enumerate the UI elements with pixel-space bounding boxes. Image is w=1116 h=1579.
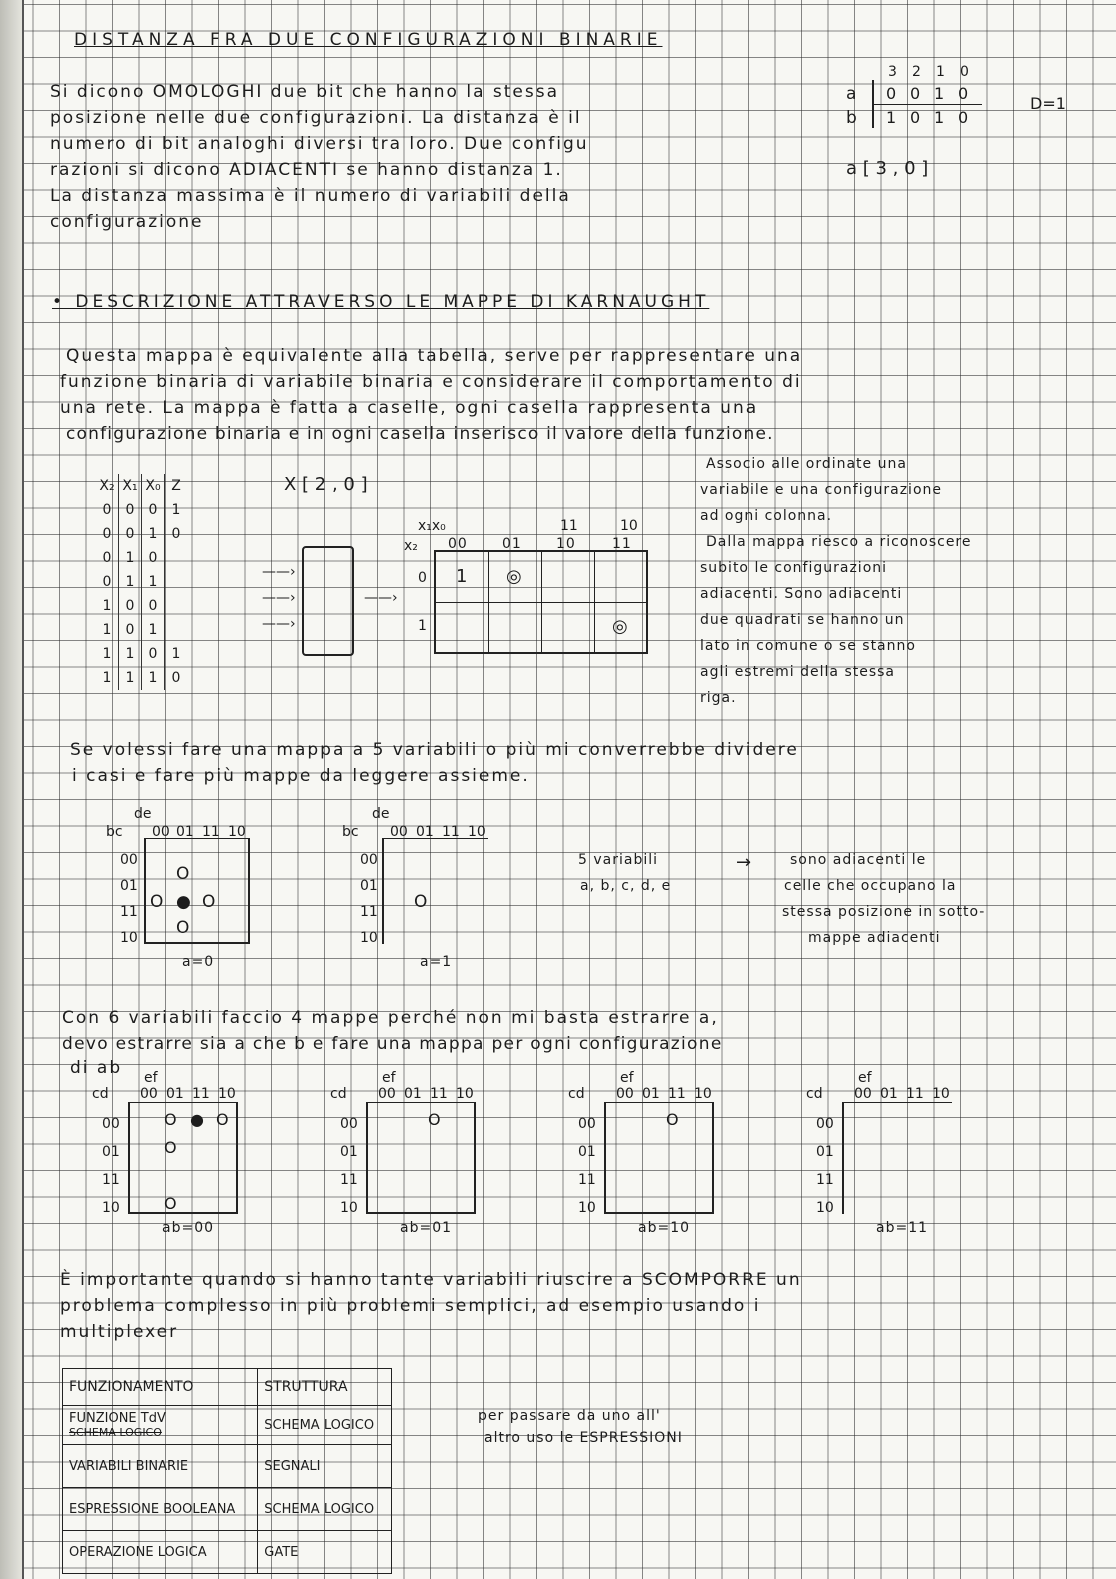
kmap3-corner-left: x₂ — [404, 538, 418, 554]
kmap-row-label: 10 — [102, 1200, 120, 1216]
bit-b: 1 — [934, 108, 945, 127]
truth-cell: 1 — [171, 646, 181, 662]
kmap-cell: O — [176, 864, 190, 884]
kmap-col-label: 01 — [404, 1086, 422, 1102]
kmap-grid — [144, 838, 250, 944]
truth-cell: 1 — [171, 502, 181, 518]
truth-header-cell: X₂ — [96, 474, 119, 498]
kmap-row-label: 01 — [102, 1144, 120, 1160]
kmap3-cell: ◎ — [612, 616, 628, 637]
kmap-col-label: 10 — [468, 824, 486, 840]
relation-note: altro uso le ESPRESSIONI — [484, 1430, 683, 1446]
kmap-col-label: 01 — [166, 1086, 184, 1102]
kmap-corner-left: cd — [806, 1086, 823, 1102]
truth-row — [96, 498, 187, 522]
kmap-corner-top: ef — [382, 1070, 396, 1086]
truth-row — [96, 618, 187, 642]
kmap-row-label: 00 — [360, 852, 378, 868]
truth-cell: 0 — [96, 546, 119, 570]
intro-line: posizione nelle due configurazioni. La distanza è il — [50, 108, 582, 128]
kmap-col-label: 00 — [854, 1086, 872, 1102]
kmap-cell: O — [202, 892, 216, 912]
side-note-line: riga. — [700, 690, 737, 706]
distance-label: D=1 — [1030, 94, 1066, 113]
five-note-left: 5 variabili — [578, 852, 659, 868]
truth-cell: 1 — [142, 666, 165, 690]
kmap-corner-top: de — [134, 806, 152, 822]
kmap-row-label: 11 — [360, 904, 378, 920]
truth-table-header — [96, 474, 187, 498]
truth-row — [96, 570, 187, 594]
kmap-col-label: 11 — [668, 1086, 686, 1102]
bit-b: 0 — [958, 108, 969, 127]
truth-cell: 0 — [96, 570, 119, 594]
kmap-col-label: 10 — [694, 1086, 712, 1102]
truth-cell: 0 — [171, 670, 181, 686]
kmap-corner-top: ef — [620, 1070, 634, 1086]
truth-cell: 0 — [142, 498, 165, 522]
truth-row — [96, 522, 187, 546]
kmap-corner-left: bc — [106, 824, 123, 840]
section-title: • DESCRIZIONE ATTRAVERSO LE MAPPE DI KARNAUGHT — [52, 292, 710, 312]
intro-line: La distanza massima è il numero di variabili della — [50, 186, 571, 206]
kmap-corner-top: ef — [144, 1070, 158, 1086]
input-arrow: ——› — [262, 616, 296, 632]
kmap-col-label: 11 — [430, 1086, 448, 1102]
kmap-corner-left: cd — [568, 1086, 585, 1102]
kmap3-col-extra: 11 — [560, 518, 578, 534]
section-line: configurazione binaria e in ogni casella inserisco il valore della funzione. — [66, 424, 774, 444]
six-var-line: di ab — [70, 1058, 123, 1078]
vector-label: X [ 2 , 0 ] — [284, 474, 368, 495]
kmap-row-label: 01 — [360, 878, 378, 894]
relation-header: FUNZIONAMENTO — [63, 1369, 258, 1406]
kmap-col-label: 00 — [616, 1086, 634, 1102]
kmap-row-label: 10 — [340, 1200, 358, 1216]
section-line: funzione binaria di variabile binaria e considerare il comportamento di — [60, 372, 802, 392]
kmap-cell: O — [216, 1110, 229, 1129]
kmap-cell: O — [164, 1138, 177, 1157]
kmap-row-label: 01 — [120, 878, 138, 894]
relation-table — [62, 1368, 392, 1574]
truth-header-cell: X₀ — [142, 474, 165, 498]
kmap-col-label: 10 — [228, 824, 246, 840]
kmap3-cell: 1 — [456, 566, 468, 587]
truth-cell: 1 — [96, 666, 119, 690]
kmap-row-label: 00 — [816, 1116, 834, 1132]
relation-cell: SCHEMA LOGICO — [258, 1406, 392, 1445]
relation-cell: OPERAZIONE LOGICA — [63, 1531, 258, 1574]
relation-cell: ESPRESSIONE BOOLEANA — [63, 1488, 258, 1531]
truth-cell — [165, 546, 188, 570]
input-arrow: ——› — [262, 590, 296, 606]
truth-cell: 0 — [96, 522, 119, 546]
truth-cell — [165, 570, 188, 594]
kmap-grid — [382, 838, 488, 944]
truth-header-cell: Z — [171, 478, 181, 494]
side-note-line: Dalla mappa riesco a riconoscere — [706, 534, 972, 550]
kmap-corner-left: cd — [330, 1086, 347, 1102]
kmap-caption: ab=00 — [162, 1220, 215, 1236]
kmap-cell: O — [164, 1110, 177, 1129]
side-note-line: variabile e una configurazione — [700, 482, 942, 498]
kmap-caption: ab=01 — [400, 1220, 453, 1236]
truth-cell: 0 — [142, 594, 165, 618]
kmap-col-label: 00 — [152, 824, 170, 840]
truth-row — [96, 546, 187, 570]
conclusion-line: problema complesso in più problemi semplici, ad esempio usando i — [60, 1296, 761, 1316]
kmap-cell: ● — [190, 1110, 204, 1129]
intro-line: Si dicono OMOLOGHI due bit che hanno la stessa — [50, 82, 560, 102]
bit-label: 3 — [888, 64, 897, 80]
bit-a: 1 — [934, 84, 945, 103]
kmap-cell: O — [176, 918, 190, 938]
truth-table — [96, 474, 187, 690]
relation-row — [63, 1445, 392, 1488]
conclusion-line: multiplexer — [60, 1322, 179, 1342]
side-note-line: due quadrati se hanno un — [700, 612, 905, 628]
bit-a: 0 — [910, 84, 921, 103]
relation-header: STRUTTURA — [258, 1369, 392, 1406]
bit-label: 0 — [960, 64, 969, 80]
kmap-col-label: 10 — [932, 1086, 950, 1102]
truth-cell — [165, 594, 188, 618]
truth-row — [96, 642, 187, 666]
kmap-col-label: 01 — [176, 824, 194, 840]
intro-line: configurazione — [50, 212, 204, 232]
kmap-grid — [604, 1102, 714, 1214]
truth-cell: 0 — [142, 642, 165, 666]
arrow-icon: → — [736, 852, 752, 873]
truth-cell: 1 — [119, 666, 142, 690]
kmap3-row-label: 0 — [418, 570, 428, 586]
truth-row — [96, 666, 187, 690]
kmap-row-label: 01 — [578, 1144, 596, 1160]
section-line: Questa mappa è equivalente alla tabella, serve per rappresentare una — [66, 346, 803, 366]
page-title: DISTANZA FRA DUE CONFIGURAZIONI BINARIE — [74, 30, 663, 50]
truth-cell: 0 — [119, 522, 142, 546]
kmap-row-label: 00 — [340, 1116, 358, 1132]
kmap-cell: O — [666, 1110, 679, 1129]
six-var-line: devo estrarre sia a che b e fare una mappa per ogni configurazione — [62, 1034, 723, 1054]
kmap3-col-extra: 10 — [620, 518, 638, 534]
kmap-row-label: 10 — [120, 930, 138, 946]
struck-text: SCHEMA LOGICO — [69, 1426, 162, 1439]
kmap-row-label: 11 — [102, 1172, 120, 1188]
bit-b: 1 — [886, 108, 897, 127]
kmap-cell: O — [150, 892, 164, 912]
bit-b: 0 — [910, 108, 921, 127]
side-note-line: ad ogni colonna. — [700, 508, 833, 524]
kmap-corner-left: bc — [342, 824, 359, 840]
truth-cell: 0 — [171, 526, 181, 542]
row-b-label: b — [846, 108, 857, 128]
truth-cell: 1 — [96, 642, 119, 666]
kmap3-cell: ◎ — [506, 566, 522, 587]
relation-cell: SEGNALI — [258, 1445, 392, 1488]
side-note-line: subito le configurazioni — [700, 560, 888, 576]
side-note-line: lato in comune o se stanno — [700, 638, 916, 654]
kmap3-col-label: 00 — [448, 536, 468, 552]
relation-row — [63, 1488, 392, 1531]
bit-a: 0 — [958, 84, 969, 103]
notebook-spine — [0, 0, 24, 1579]
relation-cell: VARIABILI BINARIE — [63, 1445, 258, 1488]
relation-note: per passare da uno all' — [478, 1408, 661, 1424]
section-line: una rete. La mappa è fatta a caselle, ogni casella rappresenta una — [60, 398, 759, 418]
truth-cell: 1 — [96, 594, 119, 618]
bit-label: 2 — [912, 64, 921, 80]
kmap-row-label: 00 — [578, 1116, 596, 1132]
kmap-cell: O — [164, 1194, 177, 1213]
relation-cell: GATE — [258, 1531, 392, 1574]
kmap-row-label: 01 — [816, 1144, 834, 1160]
range-label: a [ 3 , 0 ] — [846, 158, 929, 179]
kmap-col-label: 00 — [390, 824, 408, 840]
kmap-row-label: 00 — [102, 1116, 120, 1132]
kmap-col-label: 11 — [906, 1086, 924, 1102]
side-note-line: Associo alle ordinate una — [706, 456, 907, 472]
bit-label: 1 — [936, 64, 945, 80]
kmap-cell: O — [414, 892, 428, 912]
kmap-col-label: 00 — [140, 1086, 158, 1102]
truth-cell: 0 — [119, 498, 142, 522]
intro-line: numero di bit analoghi diversi tra loro. Due configu — [50, 134, 589, 154]
kmap-corner-top: ef — [858, 1070, 872, 1086]
side-note-line: agli estremi della stessa — [700, 664, 896, 680]
truth-cell: 1 — [119, 570, 142, 594]
kmap-col-label: 00 — [378, 1086, 396, 1102]
kmap-grid — [842, 1102, 952, 1214]
kmap-col-label: 10 — [218, 1086, 236, 1102]
kmap-col-label: 01 — [880, 1086, 898, 1102]
truth-cell: 0 — [142, 546, 165, 570]
conclusion-line: È importante quando si hanno tante variabili riuscire a SCOMPORRE un — [60, 1270, 802, 1290]
truth-cell: 1 — [142, 522, 165, 546]
five-var-line: Se volessi fare una mappa a 5 variabili o più mi converrebbe dividere — [70, 740, 799, 760]
kmap-grid — [366, 1102, 476, 1214]
five-note-right: stessa posizione in sotto- — [782, 904, 986, 920]
kmap-row-label: 11 — [120, 904, 138, 920]
kmap3-grid — [434, 550, 648, 654]
kmap-caption: a=1 — [420, 954, 453, 970]
kmap3-corner-top: x₁x₀ — [418, 518, 446, 534]
network-box — [302, 546, 354, 656]
kmap-cell: ● — [176, 892, 191, 912]
relation-row — [63, 1531, 392, 1574]
five-note-right: mappe adiacenti — [808, 930, 941, 946]
truth-cell: 0 — [96, 498, 119, 522]
truth-cell: 1 — [119, 642, 142, 666]
kmap-col-label: 11 — [202, 824, 220, 840]
truth-cell: 1 — [142, 618, 165, 642]
relation-cell — [63, 1406, 258, 1445]
kmap-col-label: 11 — [442, 824, 460, 840]
bit-box-divider — [872, 104, 982, 105]
five-note-left: a, b, c, d, e — [580, 878, 672, 894]
kmap3-row-label: 1 — [418, 618, 428, 634]
truth-cell: 0 — [119, 618, 142, 642]
six-var-line: Con 6 variabili faccio 4 mappe perché non mi basta estrarre a, — [62, 1008, 719, 1028]
kmap-col-label: 01 — [642, 1086, 660, 1102]
kmap3-col-label: 01 — [502, 536, 522, 552]
intro-line: razioni si dicono ADIACENTI se hanno distanza 1. — [50, 160, 563, 180]
kmap3-col-label: 11 — [612, 536, 632, 552]
truth-cell — [165, 618, 188, 642]
relation-row — [63, 1406, 392, 1445]
relation-cell-text: FUNZIONE TdV — [69, 1411, 166, 1426]
five-note-right: celle che occupano la — [784, 878, 957, 894]
kmap-col-label: 11 — [192, 1086, 210, 1102]
five-var-line: i casi e fare più mappe da leggere assieme. — [72, 766, 530, 786]
truth-row — [96, 594, 187, 618]
side-note-line: adiacenti. Sono adiacenti — [700, 586, 903, 602]
kmap-caption: ab=10 — [638, 1220, 691, 1236]
kmap-row-label: 10 — [816, 1200, 834, 1216]
row-a-label: a — [846, 84, 857, 104]
relation-header-row — [63, 1369, 392, 1406]
kmap-corner-top: de — [372, 806, 390, 822]
five-note-right: sono adiacenti le — [790, 852, 927, 868]
bit-a: 0 — [886, 84, 897, 103]
kmap-corner-left: cd — [92, 1086, 109, 1102]
kmap-caption: a=0 — [182, 954, 215, 970]
kmap-col-label: 01 — [416, 824, 434, 840]
kmap-row-label: 11 — [578, 1172, 596, 1188]
truth-header-cell: X₁ — [119, 474, 142, 498]
kmap-row-label: 11 — [340, 1172, 358, 1188]
kmap-row-label: 10 — [360, 930, 378, 946]
relation-cell: SCHEMA LOGICO — [258, 1488, 392, 1531]
truth-cell: 1 — [119, 546, 142, 570]
kmap3-col-label: 10 — [556, 536, 576, 552]
truth-cell: 1 — [96, 618, 119, 642]
kmap-col-label: 10 — [456, 1086, 474, 1102]
output-arrow: ——› — [364, 590, 398, 606]
kmap-row-label: 00 — [120, 852, 138, 868]
kmap-row-label: 01 — [340, 1144, 358, 1160]
input-arrow: ——› — [262, 564, 296, 580]
kmap-row-label: 11 — [816, 1172, 834, 1188]
truth-cell: 0 — [119, 594, 142, 618]
kmap-row-label: 10 — [578, 1200, 596, 1216]
truth-cell: 1 — [142, 570, 165, 594]
kmap-caption: ab=11 — [876, 1220, 929, 1236]
kmap-cell: O — [428, 1110, 441, 1129]
